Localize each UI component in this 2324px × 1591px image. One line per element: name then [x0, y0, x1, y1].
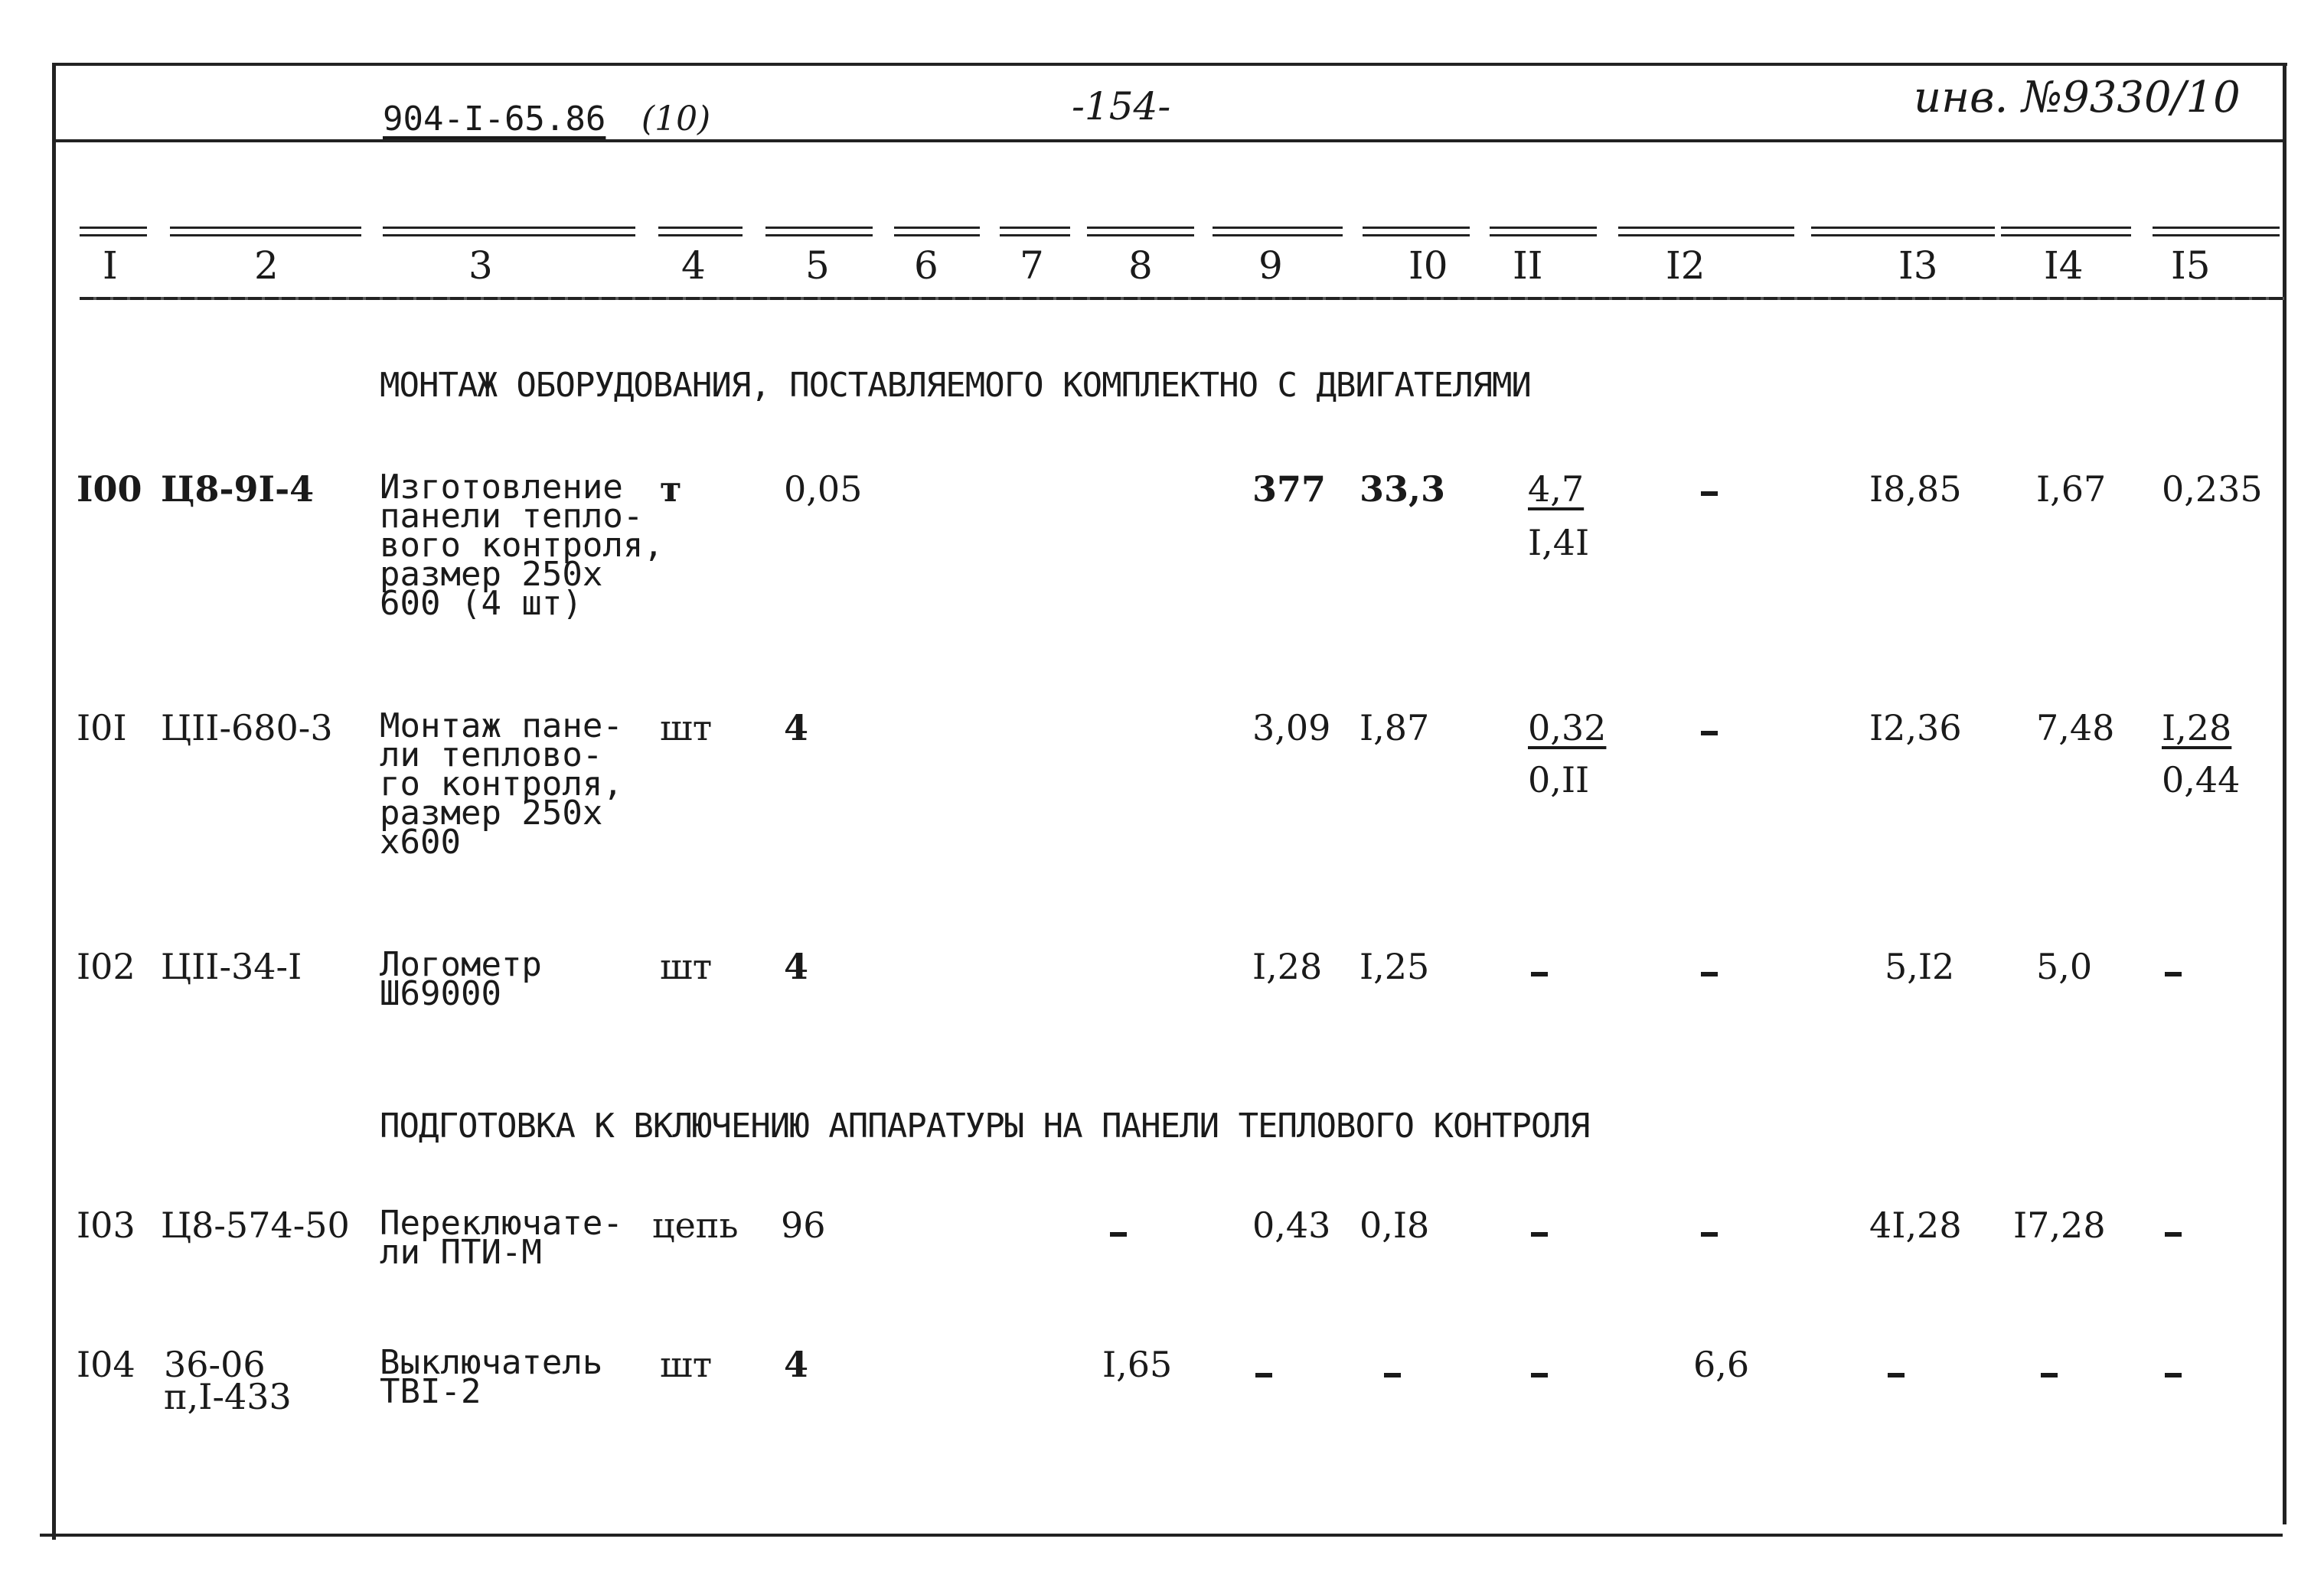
frame-top-border — [52, 63, 2287, 66]
row-number: I0I — [77, 707, 127, 748]
row-col10: 33,3 — [1359, 468, 1446, 510]
row-col10: I,25 — [1359, 946, 1430, 987]
row-col14: 5,0 — [2036, 946, 2093, 987]
row-col12-dash — [1701, 972, 1718, 976]
row-col10: I,87 — [1359, 707, 1430, 748]
row-code: Ц8-574-50 — [161, 1205, 350, 1246]
row-description: Логометр Ш69000 — [380, 945, 542, 1013]
row-description: Выключатель ТВI-2 — [380, 1343, 603, 1411]
row-code: ЦII-34-I — [161, 946, 302, 987]
row-quantity: 0,05 — [784, 468, 863, 510]
column-number-15: I5 — [2171, 243, 2211, 288]
row-number: I04 — [77, 1344, 135, 1385]
column-number-5: 5 — [805, 243, 830, 288]
row-quantity: 4 — [784, 1344, 809, 1385]
row-col15-dash — [2165, 1232, 2182, 1237]
row-col9-dash — [1255, 1373, 1272, 1377]
row-code: 36-06 п,I-433 — [164, 1344, 292, 1417]
row-col9: 377 — [1252, 468, 1327, 510]
document-code — [383, 99, 710, 139]
row-col11-dash — [1531, 1373, 1548, 1377]
row-col10-dash — [1384, 1373, 1401, 1377]
row-unit: т — [660, 468, 682, 510]
row-col15: 0,235 — [2162, 468, 2263, 510]
column-number-3: 3 — [468, 243, 493, 288]
row-col15-dash — [2165, 1373, 2182, 1377]
row-col12: 6,6 — [1693, 1344, 1750, 1385]
row-col14: I,67 — [2036, 468, 2107, 510]
row-quantity: 4 — [784, 707, 809, 748]
row-col13: I8,85 — [1869, 468, 1962, 510]
column-number-4: 4 — [681, 243, 706, 288]
inventory-number: инв. №9330/10 — [1914, 73, 2241, 122]
row-col11-bottom: 0,II — [1528, 759, 1590, 800]
row-code: ЦII-680-3 — [161, 707, 333, 748]
row-col12-dash — [1701, 491, 1718, 496]
row-description: Монтаж пане- ли теплово- го контроля, размер 250х х600 — [380, 706, 623, 862]
page-number: -154- — [1072, 84, 1171, 129]
row-col9: 3,09 — [1252, 707, 1331, 748]
row-col12-dash — [1701, 1232, 1718, 1237]
row-col15-bottom: 0,44 — [2162, 759, 2241, 800]
column-number-10: I0 — [1408, 243, 1448, 288]
row-col10: 0,I8 — [1359, 1205, 1430, 1246]
column-number-8: 8 — [1128, 243, 1153, 288]
row-col13-dash — [1888, 1373, 1905, 1377]
row-description: Переключате- ли ПТИ-М — [380, 1204, 623, 1272]
row-col12-dash — [1701, 731, 1718, 735]
row-col13: 5,I2 — [1885, 946, 1955, 987]
row-number: I02 — [77, 946, 135, 987]
doc-code-note: (10) — [641, 99, 711, 139]
row-col11-dash — [1531, 972, 1548, 976]
row-col11-dash — [1531, 1232, 1548, 1237]
column-number-6: 6 — [914, 243, 938, 288]
row-col8: I,65 — [1102, 1344, 1173, 1385]
row-quantity: 4 — [784, 946, 809, 987]
row-col13: 4I,28 — [1869, 1205, 1962, 1246]
row-col11-bottom: I,4I — [1528, 522, 1590, 563]
frame-right-border — [2283, 63, 2286, 1524]
row-unit: шт — [660, 1344, 713, 1385]
row-code: Ц8-9I-4 — [161, 468, 315, 510]
row-unit: шт — [660, 707, 713, 748]
row-col13: I2,36 — [1869, 707, 1962, 748]
section-title-preparation: ПОДГОТОВКА К ВКЛЮЧЕНИЮ АППАРАТУРЫ НА ПАНЕЛИ ТЕПЛОВОГО КОНТРОЛЯ — [380, 1107, 1590, 1146]
frame-left-border — [52, 63, 56, 1540]
column-number-14: I4 — [2044, 243, 2084, 288]
column-number-2: 2 — [254, 243, 279, 288]
row-col11-top: 0,32 — [1528, 707, 1607, 748]
row-col9: 0,43 — [1252, 1205, 1331, 1246]
column-header-bottom-rule — [80, 297, 2284, 300]
column-number-9: 9 — [1258, 243, 1283, 288]
row-col14-dash — [2041, 1373, 2058, 1377]
row-quantity: 96 — [781, 1205, 826, 1246]
row-col14: 7,48 — [2036, 707, 2115, 748]
row-description: Изготовление панели тепло- вого контроля, размер 250х 600 (4 шт) — [380, 468, 664, 623]
row-unit: шт — [660, 946, 713, 987]
header-rule — [55, 139, 2284, 142]
column-number-11: II — [1513, 243, 1543, 288]
row-col11-top: 4,7 — [1528, 468, 1585, 510]
row-number: I03 — [77, 1205, 135, 1246]
row-col9: I,28 — [1252, 946, 1323, 987]
row-unit: цепь — [652, 1205, 739, 1246]
row-col8-dash — [1110, 1232, 1127, 1237]
column-number-1: I — [103, 243, 118, 288]
row-col15-top: I,28 — [2162, 707, 2232, 748]
row-col14: I7,28 — [2013, 1205, 2106, 1246]
row-col15-dash — [2165, 972, 2182, 976]
doc-code-text: 904-I-65.86 — [383, 99, 606, 139]
section-title-equipment: МОНТАЖ ОБОРУДОВАНИЯ, ПОСТАВЛЯЕМОГО КОМПЛЕКТНО С ДВИГАТЕЛЯМИ — [380, 366, 1531, 405]
column-number-12: I2 — [1666, 243, 1705, 288]
column-number-13: I3 — [1898, 243, 1938, 288]
row-number: I00 — [77, 468, 142, 510]
column-number-7: 7 — [1020, 243, 1044, 288]
frame-bottom-border — [40, 1534, 2283, 1537]
